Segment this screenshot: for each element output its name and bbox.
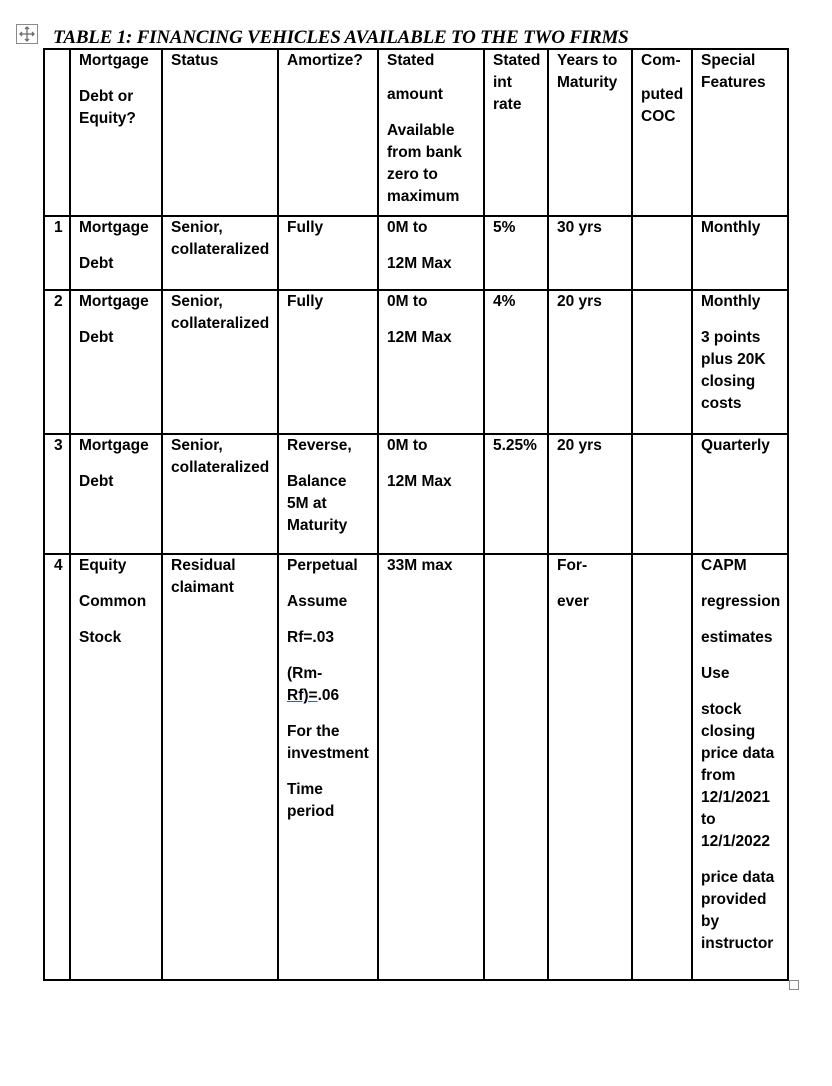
row-number: 3 <box>44 434 70 554</box>
header-index-cell <box>44 49 70 216</box>
cell-text: Debt <box>79 329 114 346</box>
row-coc-cell <box>632 434 692 554</box>
cell-text: Senior, <box>171 293 223 310</box>
table-title: TABLE 1: FINANCING VEHICLES AVAILABLE TO THE TWO FIRMS <box>53 27 629 48</box>
cell-text: 20 yrs <box>557 293 602 310</box>
row-number: 4 <box>44 554 70 980</box>
header-text: Mortgage <box>79 52 149 69</box>
row-type-cell <box>70 554 162 980</box>
row-years-cell <box>548 216 632 290</box>
cell-text: 12/1/2022 <box>701 833 770 850</box>
table-row <box>44 216 788 290</box>
cell-text: 5.25% <box>493 437 537 454</box>
row-coc-cell <box>632 216 692 290</box>
header-int-rate <box>484 49 548 216</box>
header-text: Special <box>701 52 756 69</box>
cell-text: 0M to <box>387 437 428 454</box>
header-text: Debt or <box>79 88 134 105</box>
row-coc-cell <box>632 290 692 434</box>
header-stated-amount <box>378 49 484 216</box>
header-text: puted <box>641 86 684 103</box>
cell-text: Mortgage <box>79 219 149 236</box>
row-years-cell <box>548 434 632 554</box>
row-amortize-cell <box>278 216 378 290</box>
cell-text: Maturity <box>287 517 348 534</box>
cell-text: Fully <box>287 219 324 236</box>
cell-text: Debt <box>79 255 114 272</box>
cell-text: from <box>701 767 736 784</box>
row-features-cell <box>692 216 788 290</box>
cell-text: closing <box>701 723 756 740</box>
table-move-handle[interactable] <box>16 24 38 44</box>
row-coc-cell <box>632 554 692 980</box>
row-number: 1 <box>44 216 70 290</box>
row-amount-cell <box>378 434 484 554</box>
cell-text: collateralized <box>171 315 270 332</box>
header-text: rate <box>493 96 522 113</box>
row-amortize-cell <box>278 290 378 434</box>
cell-text: Rf=.03 <box>287 629 334 646</box>
cell-text: Senior, <box>171 437 223 454</box>
cell-text: Monthly <box>701 219 761 236</box>
row-rate-cell <box>484 434 548 554</box>
row-amount-cell <box>378 216 484 290</box>
cell-text: 5M at <box>287 495 327 512</box>
header-text: zero to <box>387 166 438 183</box>
header-special-features <box>692 49 788 216</box>
table-row <box>44 290 788 434</box>
cell-text: price data <box>701 869 775 886</box>
table-resize-handle[interactable] <box>789 980 799 990</box>
cell-text: collateralized <box>171 459 270 476</box>
cell-text: 30 yrs <box>557 219 602 236</box>
cell-text: closing <box>701 373 756 390</box>
header-text: Maturity <box>557 74 618 91</box>
cell-text: Use <box>701 665 730 682</box>
header-amortize <box>278 49 378 216</box>
row-status-cell <box>162 216 278 290</box>
row-years-cell <box>548 290 632 434</box>
row-features-cell <box>692 434 788 554</box>
cell-text: estimates <box>701 629 773 646</box>
row-status-cell <box>162 290 278 434</box>
header-text: Amortize? <box>287 52 363 69</box>
cell-text: 12M Max <box>387 255 452 272</box>
cell-text: 0M to <box>387 293 428 310</box>
row-years-cell <box>548 554 632 980</box>
cell-text: costs <box>701 395 742 412</box>
cell-text: Assume <box>287 593 348 610</box>
row-type-cell <box>70 434 162 554</box>
cell-text: Senior, <box>171 219 223 236</box>
cell-text: Time <box>287 781 323 798</box>
header-text: Com- <box>641 52 681 69</box>
cell-text: plus 20K <box>701 351 766 368</box>
cell-text: 20 yrs <box>557 437 602 454</box>
cell-text: Monthly <box>701 293 761 310</box>
header-text: COC <box>641 108 676 125</box>
cell-text: CAPM <box>701 557 747 574</box>
cell-text: 33M max <box>387 557 453 574</box>
cell-text: Debt <box>79 473 114 490</box>
cell-text: to <box>701 811 716 828</box>
header-computed-coc <box>632 49 692 216</box>
row-amortize-cell <box>278 434 378 554</box>
cell-text: 12M Max <box>387 329 452 346</box>
row-amortize-cell <box>278 554 378 980</box>
table-row <box>44 434 788 554</box>
row-type-cell <box>70 216 162 290</box>
cell-text: Balance <box>287 473 347 490</box>
row-rate-cell <box>484 554 548 980</box>
header-years-to-maturity <box>548 49 632 216</box>
cell-text: period <box>287 803 335 820</box>
cell-text: price data <box>701 745 775 762</box>
row-status-cell <box>162 434 278 554</box>
row-rate-cell <box>484 216 548 290</box>
row-amount-cell <box>378 290 484 434</box>
header-text: Available <box>387 122 455 139</box>
move-handle-icon <box>19 26 35 42</box>
row-features-cell <box>692 290 788 434</box>
cell-text: investment <box>287 745 369 762</box>
spellcheck-underlined-text: Rf)= <box>287 687 318 704</box>
cell-text: 5% <box>493 219 516 236</box>
header-text: Equity? <box>79 110 136 127</box>
cell-text: Residual <box>171 557 236 574</box>
cell-text: Stock <box>79 629 122 646</box>
row-status-cell <box>162 554 278 980</box>
cell-text: Fully <box>287 293 324 310</box>
header-text: amount <box>387 86 443 103</box>
row-type-cell <box>70 290 162 434</box>
cell-text: (Rm- <box>287 665 323 682</box>
header-text: Years to <box>557 52 618 69</box>
cell-text: 12/1/2021 <box>701 789 770 806</box>
cell-text: 3 points <box>701 329 761 346</box>
cell-text: For- <box>557 557 588 574</box>
cell-text: 0M to <box>387 219 428 236</box>
header-text: Stated <box>493 52 541 69</box>
cell-text: Mortgage <box>79 437 149 454</box>
header-text: from bank <box>387 144 462 161</box>
cell-text: regression <box>701 593 781 610</box>
cell-text: Mortgage <box>79 293 149 310</box>
cell-text: Reverse, <box>287 437 352 454</box>
cell-text: ever <box>557 593 589 610</box>
table-row <box>44 554 788 980</box>
cell-text: Common <box>79 593 147 610</box>
row-rate-cell <box>484 290 548 434</box>
cell-text: 12M Max <box>387 473 452 490</box>
header-text: Status <box>171 52 219 69</box>
row-number: 2 <box>44 290 70 434</box>
row-amount-cell <box>378 554 484 980</box>
cell-text: Equity <box>79 557 127 574</box>
cell-text: Perpetual <box>287 557 358 574</box>
cell-text: .06 <box>317 687 340 704</box>
header-row <box>44 49 788 216</box>
cell-text: 4% <box>493 293 516 310</box>
cell-text: stock <box>701 701 742 718</box>
header-text: Stated <box>387 52 435 69</box>
header-debt-or-equity <box>70 49 162 216</box>
cell-text: claimant <box>171 579 234 596</box>
header-status <box>162 49 278 216</box>
cell-text: For the <box>287 723 340 740</box>
financing-table <box>43 48 789 981</box>
header-text: Features <box>701 74 766 91</box>
cell-text: provided <box>701 891 767 908</box>
cell-text: Quarterly <box>701 437 770 454</box>
cell-text: by <box>701 913 720 930</box>
row-features-cell <box>692 554 788 980</box>
cell-text: instructor <box>701 935 774 952</box>
header-text: int <box>493 74 512 91</box>
cell-text: collateralized <box>171 241 270 258</box>
header-text: maximum <box>387 188 460 205</box>
